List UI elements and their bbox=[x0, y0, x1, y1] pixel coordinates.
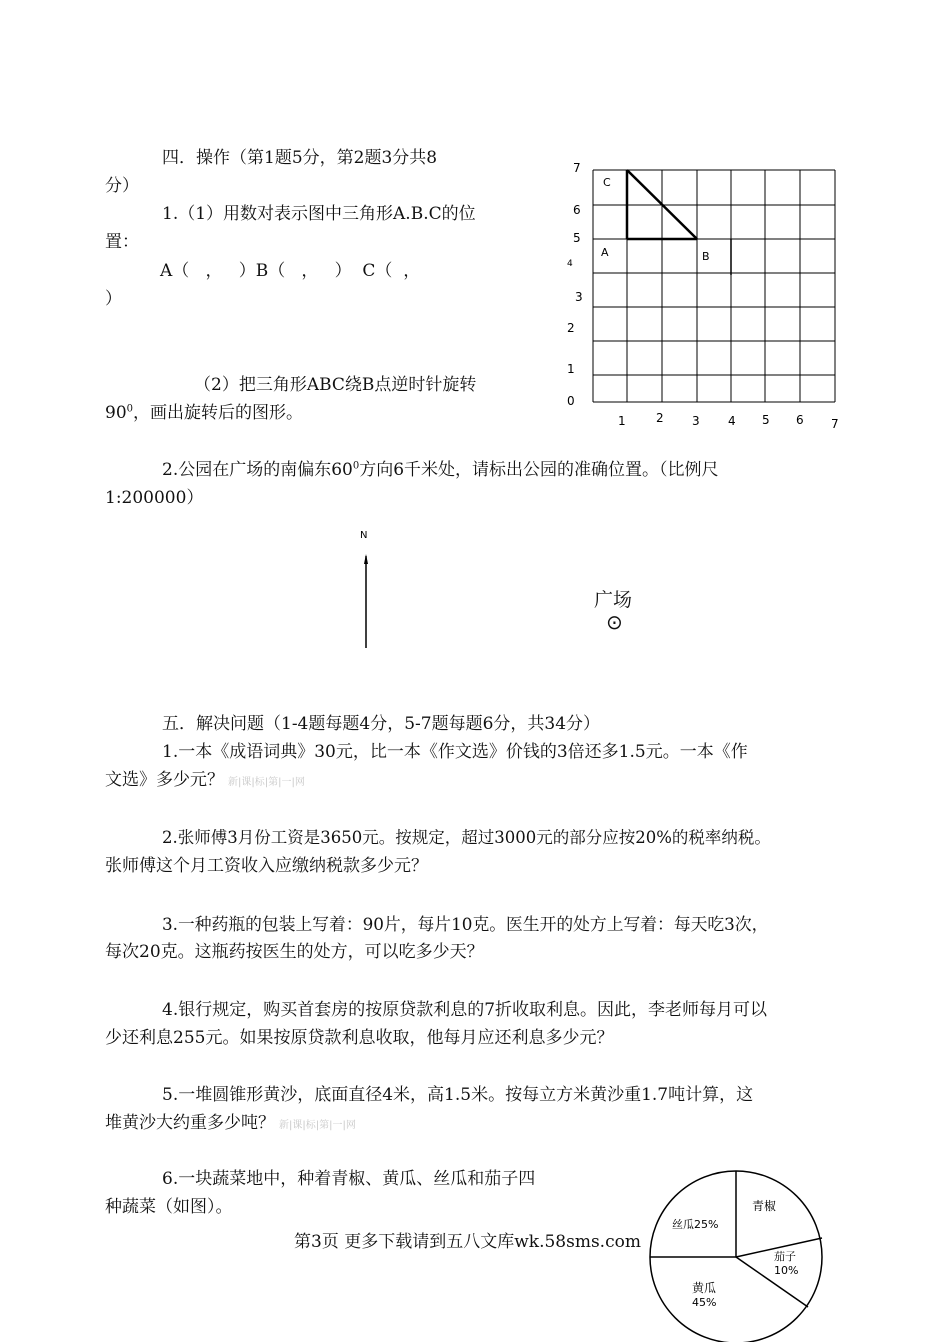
y-label-6: 6 bbox=[573, 203, 581, 217]
x-label-3: 3 bbox=[692, 414, 700, 428]
section5-q4-cont: 少还利息255元。如果按原贷款利息收取，他每月应还利息多少元？ bbox=[105, 1028, 614, 1048]
section4-q1-part2: （2）把三角形ABC绕B点逆时针旋转 bbox=[194, 375, 477, 395]
north-label: N bbox=[360, 530, 368, 541]
section4-q1-text: 1.（1）用数对表示图中三角形A.B.C的位 bbox=[162, 204, 476, 224]
triangle-abc bbox=[627, 170, 731, 275]
y-label-4: 4 bbox=[567, 259, 573, 269]
section4-q1-blanks-cont: ） bbox=[105, 289, 122, 309]
section5-q2-cont: 张师傅这个月工资收入应缴纳税款多少元？ bbox=[105, 856, 428, 876]
section4-q1-blanks: A（ ， ）B（ ， ） C（ ， bbox=[160, 261, 421, 281]
x-label-5: 5 bbox=[762, 413, 770, 427]
section4-q2-text: 2.公园在广场的南偏东$60^0$方向6千米处，请标出公园的准确位置。（比例尺 bbox=[162, 460, 719, 480]
section5-q3: 3.一种药瓶的包装上写着：90片，每片10克。医生开的处方上写着：每天吃3次， bbox=[162, 914, 769, 934]
section4-q1-part2-cont: $90^0$，画出旋转后的图形。 bbox=[105, 403, 304, 423]
pie-label-qingjiao: 青椒 bbox=[752, 1199, 777, 1213]
section5-q1-cont: 文选》多少元？ 新|课|标|第|一|网 bbox=[105, 770, 305, 790]
coordinate-grid bbox=[555, 150, 855, 435]
section5-q5-cont: 堆黄沙大约重多少吨？ 新|课|标|第|一|网 bbox=[105, 1113, 356, 1133]
x-label-4: 4 bbox=[728, 414, 736, 428]
section5-heading: 五．解决问题（1-4题每题4分，5-7题每题6分，共34分） bbox=[162, 714, 601, 734]
plaza-label: 广场 bbox=[594, 589, 633, 611]
section5-q2: 2.张师傅3月份工资是3650元。按规定，超过3000元的部分应按20%的税率纳税。 bbox=[162, 828, 771, 847]
section5-q6-cont: 种蔬菜（如图）。 bbox=[105, 1197, 233, 1217]
vegetable-pie-chart bbox=[640, 1160, 840, 1342]
north-arrow bbox=[350, 526, 380, 652]
plaza-marker-icon: ⊙ bbox=[606, 610, 623, 634]
point-a-label: A bbox=[601, 246, 609, 259]
x-label-6: 6 bbox=[796, 413, 804, 427]
pie-label-huanggua-pct: 45% bbox=[692, 1296, 717, 1309]
section5-q5: 5.一堆圆锥形黄沙，底面直径4米，高1.5米。按每立方米黄沙重1.7吨计算，这 bbox=[162, 1085, 754, 1105]
point-b-label: B bbox=[702, 250, 710, 263]
y-label-7: 7 bbox=[573, 161, 581, 175]
section4-heading: 四．操作（第1题5分，第2题3分共8 bbox=[162, 148, 438, 168]
pie-label-qiezi: 茄子 bbox=[774, 1250, 796, 1263]
pie-label-sigua: 丝瓜25% bbox=[672, 1218, 719, 1231]
section4-heading-cont: 分） bbox=[105, 176, 139, 196]
y-label-1: 1 bbox=[567, 362, 575, 376]
x-label-7: 7 bbox=[831, 417, 839, 431]
section5-q1: 1.一本《成语词典》30元，比一本《作文选》价钱的3倍还多1.5元。一本《作 bbox=[162, 742, 748, 762]
y-label-5: 5 bbox=[573, 231, 581, 245]
watermark-2: 新|课|标|第|一|网 bbox=[279, 1120, 356, 1131]
section4-q1-text-cont: 置： bbox=[105, 232, 139, 252]
grid-lines bbox=[593, 170, 835, 402]
section5-q3-cont: 每次20克。这瓶药按医生的处方，可以吃多少天？ bbox=[105, 942, 484, 962]
point-c-label: C bbox=[603, 176, 611, 189]
page-footer: 第3页 更多下载请到五八文库wk.58sms.com bbox=[294, 1232, 641, 1252]
watermark: 新|课|标|第|一|网 bbox=[228, 777, 305, 788]
y-label-2: 2 bbox=[567, 321, 575, 335]
section5-q6: 6.一块蔬菜地中，种着青椒、黄瓜、丝瓜和茄子四 bbox=[162, 1169, 536, 1189]
section5-q4: 4.银行规定，购买首套房的按原贷款利息的7折收取利息。因此，李老师每月可以 bbox=[162, 1000, 768, 1020]
y-label-3: 3 bbox=[575, 290, 583, 304]
y-label-0: 0 bbox=[567, 394, 575, 408]
section4-q2-scale: 1:200000） bbox=[105, 488, 204, 508]
x-label-2: 2 bbox=[656, 411, 664, 425]
x-label-1: 1 bbox=[618, 414, 626, 428]
pie-label-qiezi-pct: 10% bbox=[774, 1264, 799, 1277]
arrow-head-icon bbox=[364, 554, 368, 564]
pie-label-huanggua: 黄瓜 bbox=[692, 1281, 717, 1295]
